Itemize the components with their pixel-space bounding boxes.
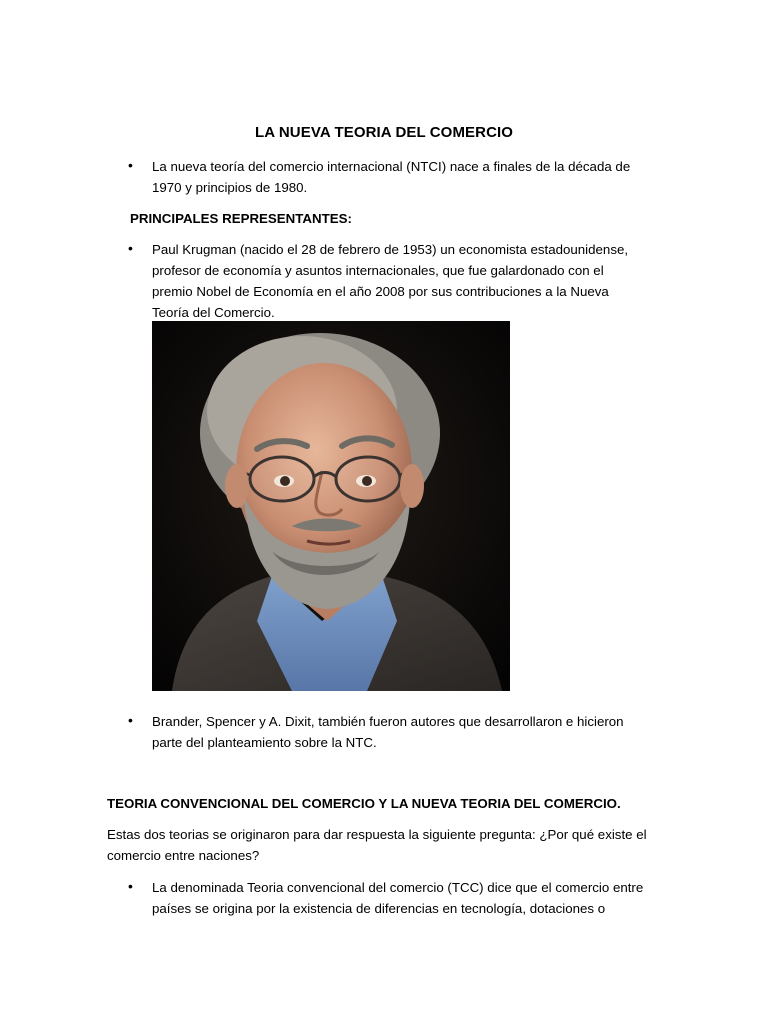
text-line: profesor de economía y asuntos internacionales, que fue galardonado con el	[152, 263, 604, 278]
text-line: Paul Krugman (nacido el 28 de febrero de 1953) un economista estadounidense,	[152, 242, 629, 257]
text-line: premio Nobel de Economía en el año 2008 por sus contribuciones a la Nueva	[152, 284, 609, 299]
text-line: Teoría del Comercio.	[152, 305, 275, 320]
krugman-bullet-text	[152, 239, 628, 323]
others-bullet-text	[152, 711, 624, 753]
intro-bullet-text	[152, 156, 630, 198]
text-line: comercio entre naciones?	[107, 848, 260, 863]
section-heading: TEORIA CONVENCIONAL DEL COMERCIO Y LA NUEVA TEORIA DEL COMERCIO.	[107, 796, 621, 811]
page-title: LA NUEVA TEORIA DEL COMERCIO	[254, 124, 514, 141]
text-line: La denominada Teoria convencional del comercio (TCC) dice que el comercio entre	[152, 880, 644, 895]
bullet-glyph: •	[128, 712, 133, 728]
text-line: países se origina por la existencia de diferencias en tecnología, dotaciones o	[152, 901, 606, 916]
bullet-glyph: •	[128, 878, 133, 894]
tcc-bullet-text	[152, 877, 643, 919]
bullet-glyph: •	[128, 157, 133, 173]
text-line: Brander, Spencer y A. Dixit, también fueron autores que desarrollaron e hicieron	[152, 714, 624, 729]
text-line: Estas dos teorias se originaron para dar respuesta la siguiente pregunta: ¿Por qué existe el	[107, 827, 647, 842]
text-line: 1970 y principios de 1980.	[152, 180, 308, 195]
representatives-heading: PRINCIPALES REPRESENTANTES:	[130, 211, 352, 226]
section-paragraph	[107, 824, 647, 866]
text-line: La nueva teoría del comercio internacional (NTCI) nace a finales de la década de	[152, 159, 631, 174]
bullet-glyph: •	[128, 240, 133, 256]
portrait-illustration	[152, 321, 510, 691]
text-line: parte del planteamiento sobre la NTC.	[152, 735, 377, 750]
portrait-photo	[152, 321, 510, 691]
